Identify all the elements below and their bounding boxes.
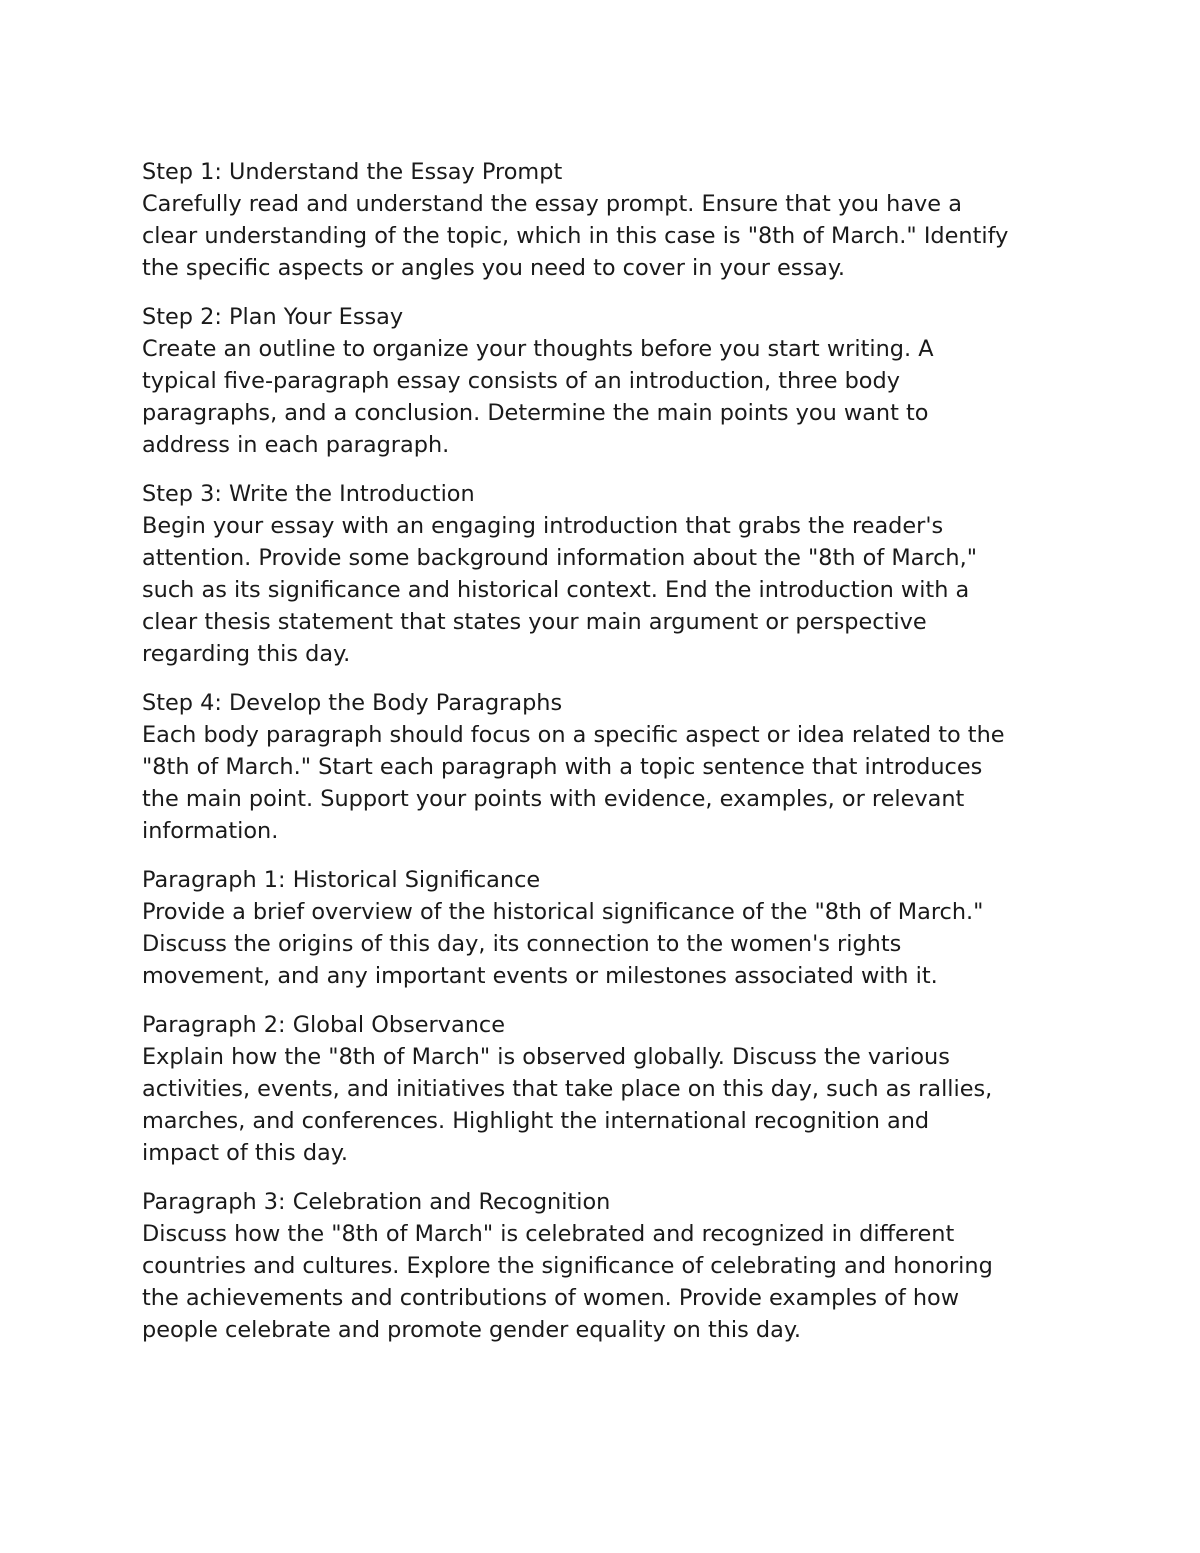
section-paragraph-3 <box>142 1186 1072 1346</box>
section-body: Carefully read and understand the essay prompt. Ensure that you have a clear understanding of the topic, which in this case is "8th of March." Identify the specific aspects or angles you need to cover in your essay. <box>142 191 1009 281</box>
section-step-2 <box>142 301 1072 461</box>
section-heading: Step 3: Write the Introduction <box>142 481 475 507</box>
section-body: Each body paragraph should focus on a specific aspect or idea related to the "8th of March." Start each paragraph with a topic sentence that introduces the main point. Support your points with evidence, examples, or relevant information. <box>142 722 1005 844</box>
document-content <box>142 156 1072 1363</box>
section-heading: Step 4: Develop the Body Paragraphs <box>142 690 563 716</box>
section-heading: Step 1: Understand the Essay Prompt <box>142 159 563 185</box>
section-body: Create an outline to organize your thoughts before you start writing. A typical five-paragraph essay consists of an introduction, three body paragraphs, and a conclusion. Determine the main points you want to address in each paragraph. <box>142 336 934 458</box>
section-step-1 <box>142 156 1072 284</box>
section-heading: Step 2: Plan Your Essay <box>142 304 404 330</box>
section-paragraph-2 <box>142 1009 1072 1169</box>
section-body: Provide a brief overview of the historical significance of the "8th of March." Discuss the origins of this day, its connection to the women's rights movement, and any important events or milestones associated with it. <box>142 899 984 989</box>
section-body: Discuss how the "8th of March" is celebrated and recognized in different countries and cultures. Explore the significance of celebrating and honoring the achievements and contributions of women. Provide examples of how people celebrate and promote gender equality on this day. <box>142 1221 993 1343</box>
section-heading: Paragraph 3: Celebration and Recognition <box>142 1189 611 1215</box>
section-step-3 <box>142 478 1072 670</box>
section-heading: Paragraph 2: Global Observance <box>142 1012 505 1038</box>
section-heading: Paragraph 1: Historical Significance <box>142 867 541 893</box>
section-paragraph-1 <box>142 864 1072 992</box>
section-body: Explain how the "8th of March" is observed globally. Discuss the various activities, events, and initiatives that take place on this day, such as rallies, marches, and conferences. Highlight the international recognition and impact of this day. <box>142 1044 993 1166</box>
section-step-4 <box>142 687 1072 847</box>
section-body: Begin your essay with an engaging introduction that grabs the reader's attention. Provide some background information about the "8th of March," such as its significance and historical context. End the introduction with a clear thesis statement that states your main argument or perspective regarding this day. <box>142 513 978 667</box>
